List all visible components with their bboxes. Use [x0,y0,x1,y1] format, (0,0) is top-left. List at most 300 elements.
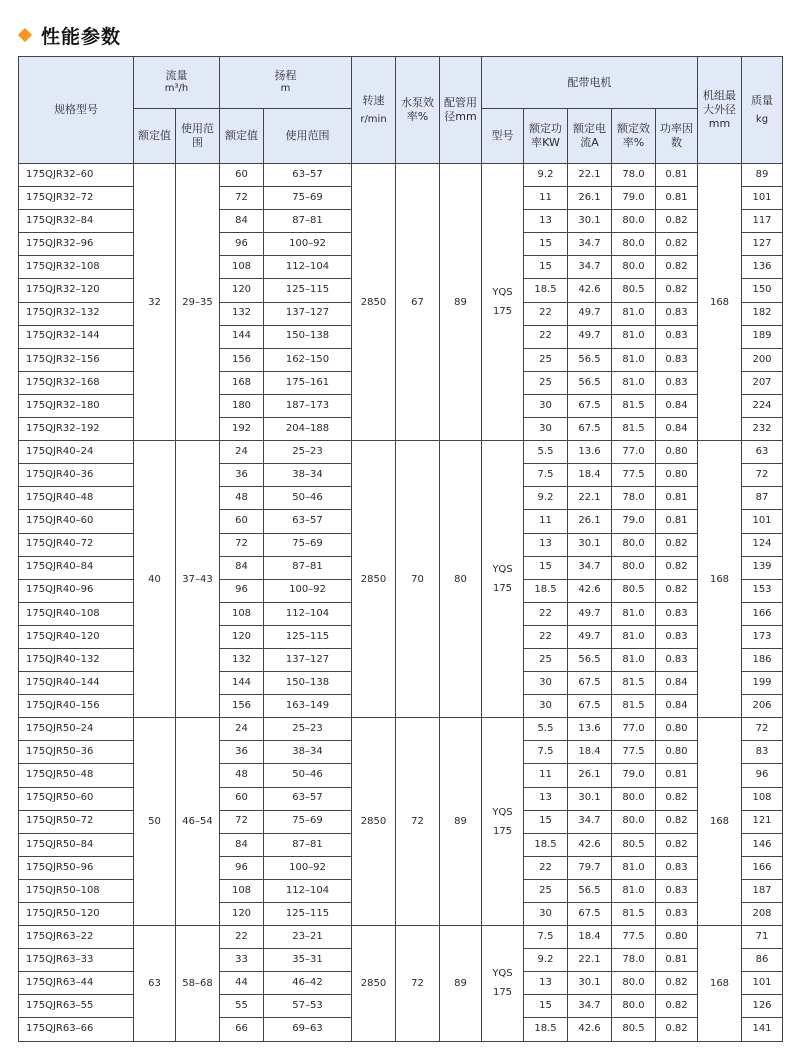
motor-efficiency-cell: 81.5 [612,903,656,926]
diameter-cell: 168 [698,441,742,718]
head-range-cell: 38–34 [264,464,352,487]
mass-cell: 89 [742,164,783,187]
head-range-cell: 57–53 [264,995,352,1018]
motor-power-cell: 13 [524,972,568,995]
pipe-cell: 89 [440,718,482,926]
head-range-cell: 112–104 [264,602,352,625]
motor-power-cell: 15 [524,256,568,279]
motor-efficiency-cell: 78.0 [612,164,656,187]
motor-type-cell: YQS 175 [482,718,524,926]
speed-cell: 2850 [352,926,396,1041]
power-factor-cell: 0.83 [656,648,698,671]
mass-cell: 186 [742,648,783,671]
motor-efficiency-cell: 80.0 [612,787,656,810]
model-cell: 175QJR50–48 [19,764,134,787]
motor-power-cell: 25 [524,879,568,902]
head-range-cell: 112–104 [264,879,352,902]
head-range-cell: 87–81 [264,210,352,233]
model-cell: 175QJR63–44 [19,972,134,995]
motor-current-cell: 22.1 [568,949,612,972]
head-range-cell: 150–138 [264,672,352,695]
head-rated-cell: 60 [220,787,264,810]
motor-current-cell: 22.1 [568,487,612,510]
head-rated-cell: 108 [220,256,264,279]
model-cell: 175QJR32–96 [19,233,134,256]
model-cell: 175QJR32–192 [19,418,134,441]
table-body [19,164,783,1042]
model-cell: 175QJR32–132 [19,302,134,325]
motor-efficiency-cell: 81.0 [612,348,656,371]
head-range-cell: 163–149 [264,695,352,718]
mass-cell: 124 [742,533,783,556]
power-factor-cell: 0.81 [656,949,698,972]
power-factor-cell: 0.80 [656,926,698,949]
motor-current-cell: 30.1 [568,210,612,233]
head-range-cell: 175–161 [264,371,352,394]
motor-current-cell: 42.6 [568,833,612,856]
motor-power-cell: 30 [524,418,568,441]
motor-current-cell: 18.4 [568,464,612,487]
header-mass [742,57,783,164]
head-rated-cell: 36 [220,464,264,487]
model-cell: 175QJR40–72 [19,533,134,556]
motor-power-cell: 7.5 [524,464,568,487]
mass-cell: 208 [742,903,783,926]
header-pipe: 配管用径mm [440,57,482,164]
head-rated-cell: 144 [220,325,264,348]
head-range-cell: 100–92 [264,579,352,602]
model-cell: 175QJR63–33 [19,949,134,972]
header-speed-unit: r/min [360,113,387,125]
pipe-cell: 89 [440,926,482,1041]
head-range-cell: 25–23 [264,441,352,464]
motor-efficiency-cell: 81.0 [612,856,656,879]
diameter-cell: 168 [698,718,742,926]
motor-power-cell: 25 [524,648,568,671]
head-range-cell: 112–104 [264,256,352,279]
motor-efficiency-cell: 80.5 [612,579,656,602]
motor-power-cell: 9.2 [524,949,568,972]
head-rated-cell: 156 [220,695,264,718]
pipe-cell: 80 [440,441,482,718]
power-factor-cell: 0.82 [656,579,698,602]
head-rated-cell: 48 [220,487,264,510]
motor-efficiency-cell: 81.5 [612,394,656,417]
header-flow [134,57,220,109]
motor-type-cell: YQS 175 [482,164,524,441]
motor-current-cell: 34.7 [568,233,612,256]
mass-cell: 189 [742,325,783,348]
mass-cell: 206 [742,695,783,718]
motor-power-cell: 25 [524,371,568,394]
model-cell: 175QJR50–96 [19,856,134,879]
motor-current-cell: 67.5 [568,418,612,441]
power-factor-cell: 0.83 [656,856,698,879]
head-range-cell: 100–92 [264,856,352,879]
head-rated-cell: 55 [220,995,264,1018]
mass-cell: 101 [742,510,783,533]
motor-power-cell: 30 [524,672,568,695]
model-cell: 175QJR40–96 [19,579,134,602]
model-cell: 175QJR32–72 [19,187,134,210]
motor-efficiency-cell: 80.0 [612,556,656,579]
head-range-cell: 50–46 [264,487,352,510]
head-rated-cell: 36 [220,741,264,764]
model-cell: 175QJR40–108 [19,602,134,625]
power-factor-cell: 0.84 [656,418,698,441]
motor-power-cell: 7.5 [524,926,568,949]
motor-efficiency-cell: 79.0 [612,187,656,210]
head-rated-cell: 24 [220,441,264,464]
motor-power-cell: 11 [524,187,568,210]
motor-current-cell: 42.6 [568,579,612,602]
header-head-rated: 额定值 [220,109,264,164]
header-motor-type: 型号 [482,109,524,164]
motor-current-cell: 34.7 [568,556,612,579]
model-cell: 175QJR50–36 [19,741,134,764]
mass-cell: 72 [742,464,783,487]
mass-cell: 232 [742,418,783,441]
model-cell: 175QJR32–108 [19,256,134,279]
head-rated-cell: 84 [220,210,264,233]
mass-cell: 173 [742,625,783,648]
head-rated-cell: 180 [220,394,264,417]
head-rated-cell: 120 [220,625,264,648]
model-cell: 175QJR40–48 [19,487,134,510]
motor-power-cell: 22 [524,602,568,625]
power-factor-cell: 0.82 [656,810,698,833]
power-factor-cell: 0.82 [656,833,698,856]
power-factor-cell: 0.83 [656,325,698,348]
head-rated-cell: 192 [220,418,264,441]
motor-power-cell: 11 [524,510,568,533]
motor-power-cell: 13 [524,210,568,233]
speed-cell: 2850 [352,441,396,718]
motor-power-cell: 9.2 [524,164,568,187]
power-factor-cell: 0.81 [656,187,698,210]
head-rated-cell: 168 [220,371,264,394]
head-rated-cell: 144 [220,672,264,695]
motor-power-cell: 15 [524,995,568,1018]
head-range-cell: 63–57 [264,787,352,810]
power-factor-cell: 0.82 [656,256,698,279]
model-cell: 175QJR32–120 [19,279,134,302]
efficiency-cell: 67 [396,164,440,441]
motor-efficiency-cell: 80.0 [612,972,656,995]
motor-power-cell: 18.5 [524,579,568,602]
motor-efficiency-cell: 80.0 [612,533,656,556]
power-factor-cell: 0.82 [656,279,698,302]
model-cell: 175QJR63–55 [19,995,134,1018]
power-factor-cell: 0.82 [656,556,698,579]
head-range-cell: 125–115 [264,279,352,302]
motor-efficiency-cell: 80.0 [612,256,656,279]
motor-power-cell: 13 [524,533,568,556]
motor-efficiency-cell: 80.5 [612,279,656,302]
motor-power-cell: 18.5 [524,1018,568,1041]
model-cell: 175QJR32–180 [19,394,134,417]
motor-efficiency-cell: 77.5 [612,926,656,949]
power-factor-cell: 0.82 [656,787,698,810]
head-range-cell: 69–63 [264,1018,352,1041]
motor-current-cell: 30.1 [568,787,612,810]
motor-power-cell: 5.5 [524,718,568,741]
mass-cell: 166 [742,602,783,625]
motor-efficiency-cell: 77.5 [612,741,656,764]
header-mass-label: 质量 [751,93,773,107]
head-range-cell: 137–127 [264,302,352,325]
head-range-cell: 46–42 [264,972,352,995]
motor-efficiency-cell: 80.0 [612,210,656,233]
head-rated-cell: 72 [220,810,264,833]
head-range-cell: 100–92 [264,233,352,256]
head-rated-cell: 84 [220,833,264,856]
model-cell: 175QJR50–120 [19,903,134,926]
motor-efficiency-cell: 81.5 [612,418,656,441]
head-rated-cell: 22 [220,926,264,949]
header-diameter: 机组最大外径mm [698,57,742,164]
mass-cell: 224 [742,394,783,417]
header-motor-efficiency: 额定效率% [612,109,656,164]
efficiency-cell: 70 [396,441,440,718]
motor-current-cell: 13.6 [568,441,612,464]
head-rated-cell: 33 [220,949,264,972]
header-flow-label: 流量 [165,69,188,83]
power-factor-cell: 0.83 [656,371,698,394]
motor-current-cell: 67.5 [568,394,612,417]
header-model: 规格型号 [19,57,134,164]
flow-rated-cell: 50 [134,718,176,926]
head-rated-cell: 44 [220,972,264,995]
head-range-cell: 50–46 [264,764,352,787]
head-rated-cell: 108 [220,602,264,625]
motor-current-cell: 26.1 [568,187,612,210]
motor-current-cell: 18.4 [568,741,612,764]
pipe-cell: 89 [440,164,482,441]
head-range-cell: 75–69 [264,810,352,833]
motor-type-cell: YQS 175 [482,926,524,1041]
model-cell: 175QJR50–72 [19,810,134,833]
head-range-cell: 63–57 [264,510,352,533]
motor-power-cell: 13 [524,787,568,810]
motor-current-cell: 56.5 [568,879,612,902]
head-rated-cell: 132 [220,302,264,325]
power-factor-cell: 0.82 [656,1018,698,1041]
header-motor-power: 额定功率KW [524,109,568,164]
model-cell: 175QJR32–156 [19,348,134,371]
mass-cell: 86 [742,949,783,972]
model-cell: 175QJR50–108 [19,879,134,902]
header-speed [352,57,396,164]
model-cell: 175QJR40–36 [19,464,134,487]
motor-current-cell: 34.7 [568,810,612,833]
power-factor-cell: 0.84 [656,394,698,417]
head-rated-cell: 60 [220,510,264,533]
mass-cell: 182 [742,302,783,325]
mass-cell: 166 [742,856,783,879]
model-cell: 175QJR50–24 [19,718,134,741]
speed-cell: 2850 [352,164,396,441]
motor-current-cell: 34.7 [568,995,612,1018]
head-range-cell: 204–188 [264,418,352,441]
power-factor-cell: 0.82 [656,995,698,1018]
power-factor-cell: 0.83 [656,625,698,648]
performance-table [18,56,783,1042]
flow-range-cell: 46–54 [176,718,220,926]
head-range-cell: 137–127 [264,648,352,671]
model-cell: 175QJR50–84 [19,833,134,856]
head-range-cell: 75–69 [264,187,352,210]
header-flow-unit: m³/h [164,83,189,95]
model-cell: 175QJR32–168 [19,371,134,394]
mass-cell: 71 [742,926,783,949]
head-range-cell: 63–57 [264,164,352,187]
model-cell: 175QJR40–120 [19,625,134,648]
flow-rated-cell: 40 [134,441,176,718]
power-factor-cell: 0.80 [656,464,698,487]
flow-rated-cell: 32 [134,164,176,441]
motor-current-cell: 22.1 [568,164,612,187]
head-rated-cell: 60 [220,164,264,187]
head-rated-cell: 120 [220,279,264,302]
motor-power-cell: 22 [524,625,568,648]
motor-efficiency-cell: 81.0 [612,602,656,625]
mass-cell: 153 [742,579,783,602]
power-factor-cell: 0.80 [656,741,698,764]
head-rated-cell: 48 [220,764,264,787]
diamond-icon [18,28,32,42]
head-range-cell: 75–69 [264,533,352,556]
speed-cell: 2850 [352,718,396,926]
head-range-cell: 187–173 [264,394,352,417]
header-motor: 配带电机 [482,57,698,109]
motor-efficiency-cell: 81.0 [612,648,656,671]
head-rated-cell: 108 [220,879,264,902]
power-factor-cell: 0.83 [656,879,698,902]
motor-efficiency-cell: 79.0 [612,764,656,787]
motor-efficiency-cell: 80.0 [612,233,656,256]
mass-cell: 141 [742,1018,783,1041]
motor-power-cell: 9.2 [524,487,568,510]
model-cell: 175QJR40–144 [19,672,134,695]
motor-current-cell: 56.5 [568,648,612,671]
power-factor-cell: 0.82 [656,972,698,995]
motor-efficiency-cell: 81.5 [612,672,656,695]
flow-rated-cell: 63 [134,926,176,1041]
motor-power-cell: 30 [524,695,568,718]
motor-efficiency-cell: 80.0 [612,995,656,1018]
motor-current-cell: 42.6 [568,279,612,302]
mass-cell: 101 [742,187,783,210]
motor-efficiency-cell: 81.0 [612,371,656,394]
mass-cell: 126 [742,995,783,1018]
motor-type-cell: YQS 175 [482,441,524,718]
mass-cell: 63 [742,441,783,464]
head-range-cell: 38–34 [264,741,352,764]
power-factor-cell: 0.83 [656,348,698,371]
power-factor-cell: 0.83 [656,602,698,625]
motor-power-cell: 11 [524,764,568,787]
head-range-cell: 87–81 [264,833,352,856]
motor-current-cell: 56.5 [568,348,612,371]
head-rated-cell: 96 [220,856,264,879]
mass-cell: 108 [742,787,783,810]
header-head-label: 扬程 [274,69,297,83]
motor-current-cell: 79.7 [568,856,612,879]
power-factor-cell: 0.84 [656,672,698,695]
power-factor-cell: 0.80 [656,441,698,464]
motor-efficiency-cell: 81.0 [612,625,656,648]
motor-power-cell: 22 [524,325,568,348]
table-row [19,441,783,464]
model-cell: 175QJR63–66 [19,1018,134,1041]
motor-power-cell: 15 [524,556,568,579]
mass-cell: 199 [742,672,783,695]
motor-current-cell: 49.7 [568,302,612,325]
power-factor-cell: 0.83 [656,302,698,325]
motor-efficiency-cell: 77.5 [612,464,656,487]
model-cell: 175QJR32–144 [19,325,134,348]
power-factor-cell: 0.83 [656,903,698,926]
motor-efficiency-cell: 81.5 [612,695,656,718]
head-range-cell: 87–81 [264,556,352,579]
motor-efficiency-cell: 78.0 [612,949,656,972]
mass-cell: 87 [742,487,783,510]
motor-current-cell: 26.1 [568,764,612,787]
head-rated-cell: 24 [220,718,264,741]
header-flow-rated: 额定值 [134,109,176,164]
model-cell: 175QJR50–60 [19,787,134,810]
motor-power-cell: 18.5 [524,279,568,302]
model-cell: 175QJR40–132 [19,648,134,671]
efficiency-cell: 72 [396,718,440,926]
mass-cell: 127 [742,233,783,256]
motor-current-cell: 56.5 [568,371,612,394]
head-rated-cell: 132 [220,648,264,671]
mass-cell: 72 [742,718,783,741]
motor-efficiency-cell: 80.5 [612,833,656,856]
motor-power-cell: 7.5 [524,741,568,764]
head-rated-cell: 120 [220,903,264,926]
header-speed-label: 转速 [362,93,385,107]
model-cell: 175QJR40–24 [19,441,134,464]
motor-efficiency-cell: 81.0 [612,302,656,325]
flow-range-cell: 58–68 [176,926,220,1041]
header-mass-unit: kg [755,113,769,125]
model-cell: 175QJR40–156 [19,695,134,718]
model-cell: 175QJR32–84 [19,210,134,233]
motor-efficiency-cell: 80.5 [612,1018,656,1041]
motor-current-cell: 67.5 [568,672,612,695]
power-factor-cell: 0.81 [656,764,698,787]
power-factor-cell: 0.84 [656,695,698,718]
motor-efficiency-cell: 80.0 [612,810,656,833]
motor-current-cell: 13.6 [568,718,612,741]
head-range-cell: 25–23 [264,718,352,741]
table-row [19,718,783,741]
power-factor-cell: 0.81 [656,487,698,510]
motor-power-cell: 15 [524,233,568,256]
motor-current-cell: 49.7 [568,602,612,625]
power-factor-cell: 0.81 [656,510,698,533]
head-rated-cell: 96 [220,233,264,256]
motor-current-cell: 30.1 [568,533,612,556]
mass-cell: 83 [742,741,783,764]
motor-current-cell: 49.7 [568,625,612,648]
diameter-cell: 168 [698,164,742,441]
motor-current-cell: 42.6 [568,1018,612,1041]
power-factor-cell: 0.80 [656,718,698,741]
